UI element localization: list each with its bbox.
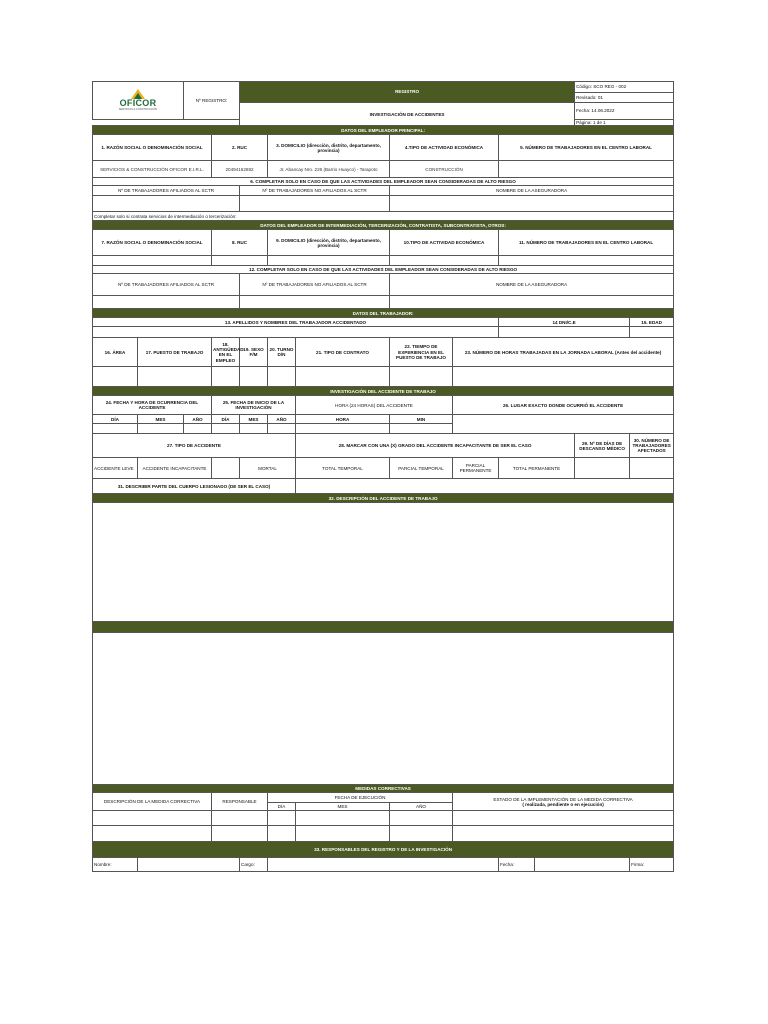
h-estado-sub: ( realizada, pendiente o en ejecución) [522, 801, 604, 807]
v22[interactable] [390, 367, 453, 387]
h10-actividad: 10.TIPO DE ACTIVIDAD ECONÓMICA [390, 230, 499, 256]
v-num-trabajadores[interactable] [499, 161, 674, 178]
h13-nombre-trabajador: 13. APELLIDOS Y NOMBRES DEL TRABAJADOR ACCIDENTADO [93, 318, 499, 327]
v16[interactable] [93, 367, 138, 387]
v-no-afiliados-sctr[interactable] [240, 196, 390, 212]
section-intermediacion: DATOS DEL EMPLEADOR DE INTERMEDIACIÓN, TERCERIZACIÓN, CONTRATISTA, SUBCONTRATISTA, OTROS: [93, 221, 674, 230]
h25-mes: MES [240, 415, 268, 424]
v8[interactable] [212, 256, 268, 266]
v15-edad[interactable] [630, 327, 674, 338]
v20[interactable] [268, 367, 296, 387]
v30[interactable] [630, 458, 674, 479]
doc-date: Fecha: 14.06.2022 [575, 103, 674, 120]
v13-nombre[interactable] [93, 327, 499, 338]
v11[interactable] [499, 256, 674, 266]
h25-dia: DÍA [212, 415, 240, 424]
registro-number-label: Nº REGISTRO: [184, 82, 240, 120]
h14-dni: 14 DNI/C.E [499, 318, 630, 327]
parcial-temporal: PARCIAL TEMPORAL [390, 458, 453, 479]
v-domicilio[interactable]: Jr. Abancay Nro. 226 (Barrio Huayco) - Tarapoto [268, 161, 390, 178]
v24-anio[interactable] [184, 424, 212, 434]
h-fecha-ejecucion: FECHA DE EJECUCIÓN [268, 793, 453, 803]
medida-row-2-estado[interactable] [453, 826, 674, 842]
h31-parte-cuerpo: 31. DESCRIBIR PARTE DEL CUERPO LESIONADO (DE SER EL CASO) [93, 479, 296, 494]
h-hora-accidente: HORA (24 HORAS) DEL ACCIDENTE [296, 396, 453, 415]
v12-aseguradora[interactable] [390, 296, 674, 309]
h28-grado: 28. MARCAR CON UNA (X) GRADO DEL ACCIDENTE INCAPACITANTE DE SER EL CASO [296, 434, 575, 458]
accidente-mortal: MORTAL [240, 458, 296, 479]
medida-row-1-resp[interactable] [212, 811, 268, 826]
field-fecha[interactable] [535, 858, 630, 872]
v14-dni[interactable] [499, 327, 630, 338]
section-principal: DATOS DEL EMPLEADOR PRINCIPAL: [93, 126, 674, 135]
h-razon-social: 1. RAZÓN SOCIAL O DENOMINACIÓN SOCIAL [93, 135, 212, 161]
section-investigacion: INVESTIGACIÓN DEL ACCIDENTE DE TRABAJO [93, 387, 674, 396]
h-actividad: 4.TIPO DE ACTIVIDAD ECONÓMICA [390, 135, 499, 161]
h30-num-afectados: 30. NÚMERO DE TRABAJADORES AFECTADOS [630, 434, 674, 458]
h-estado-implementacion [453, 793, 674, 811]
v-hora[interactable] [296, 424, 390, 434]
h-aseguradora: NOMBRE DE LA ASEGURADORA [390, 186, 674, 196]
doc-page: Página: 1 de 1 [575, 120, 674, 126]
h-num-trabajadores: 5. NÚMERO DE TRABAJADORES EN EL CENTRO LABORAL [499, 135, 674, 161]
logo-subtitle: SERVICIOS & CONSTRUCCIÓN [118, 108, 158, 112]
v31-parte-cuerpo[interactable] [296, 479, 674, 494]
h8-ruc: 8. RUC [212, 230, 268, 256]
company-logo [93, 82, 184, 120]
v12-afiliados[interactable] [93, 296, 240, 309]
h20-turno: 20. TURNO D/N [268, 338, 296, 367]
h12-afiliados-sctr: Nº DE TRABAJADORES AFILIADOS AL SCTR [93, 274, 240, 296]
h-descripcion-medida: DESCRIPCIÓN DE LA MEDIDA CORRECTIVA [93, 793, 212, 811]
h27-tipo-accidente: 27. TIPO DE ACCIDENTE [93, 434, 296, 458]
section-responsables: 33. RESPONSABLES DEL REGISTRO Y DE LA INVESTIGACIÓN [93, 842, 674, 858]
h17-puesto: 17. PUESTO DE TRABAJO [138, 338, 212, 367]
field-cargo[interactable] [268, 858, 499, 872]
h16-area: 16. ÁREA [93, 338, 138, 367]
h-estado-label: ESTADO DE LA IMPLEMENTACIÓN DE LA MEDIDA CORRECTIVA [493, 796, 633, 802]
v18[interactable] [212, 367, 240, 387]
h15-edad: 15. EDAD [630, 318, 674, 327]
h12-no-afiliados-sctr: Nº DE TRABAJADORES NO AFILIADOS AL SCTR [240, 274, 390, 296]
v19[interactable] [240, 367, 268, 387]
h-hora: HORA [296, 415, 390, 424]
label-fecha: Fecha: [499, 858, 535, 872]
medida-row-1-mes[interactable] [296, 811, 390, 826]
separator-band [93, 622, 674, 633]
v24-dia[interactable] [93, 424, 138, 434]
medida-row-1-dia[interactable] [268, 811, 296, 826]
h-ejec-dia: DÍA [268, 803, 296, 811]
doc-revision: Revisado: 01 [575, 93, 674, 103]
registro-title: REGISTRO [240, 82, 575, 103]
h23-horas: 23. NÚMERO DE HORAS TRABAJADAS EN LA JORNADA LABORAL (Antes del accidente) [453, 338, 674, 367]
v12-no-afiliados[interactable] [240, 296, 390, 309]
h-no-afiliados-sctr: Nº DE TRABAJADORES NO AFILIADOS AL SCTR [240, 186, 390, 196]
h25-anio: AÑO [268, 415, 296, 424]
total-permanente: TOTAL PERMANENTE [499, 458, 575, 479]
section-6-alto-riesgo: 6. COMPLETAR SOLO EN CASO DE QUE LAS ACTIVIDADES DEL EMPLEADOR SEAN CONSIDERADAS DE ALTO RIESGO [93, 178, 674, 186]
medida-row-1-desc[interactable] [93, 811, 212, 826]
section-12-alto-riesgo: 12. COMPLETAR SOLO EN CASO DE QUE LAS ACTIVIDADES DEL EMPLEADOR SEAN CONSIDERADAS DE ALTO RIESGO [93, 266, 674, 274]
v26-lugar[interactable] [453, 415, 674, 434]
h-ruc: 2. RUC [212, 135, 268, 161]
medida-row-2-dia[interactable] [268, 826, 296, 842]
v-actividad[interactable]: CONSTRUCCIÓN [390, 161, 499, 178]
v32-descripcion-area-2[interactable] [93, 633, 674, 785]
h11-num-trabajadores: 11. NÚMERO DE TRABAJADORES EN EL CENTRO LABORAL [499, 230, 674, 256]
v-min[interactable] [390, 424, 453, 434]
v17[interactable] [138, 367, 212, 387]
h-domicilio: 3. DOMICILIO (dirección, distrito, departamento, provincia) [268, 135, 390, 161]
medida-row-2-mes[interactable] [296, 826, 390, 842]
v23[interactable] [453, 367, 674, 387]
h25-fecha-investigacion: 25. FECHA DE INICIO DE LA INVESTIGACIÓN [212, 396, 296, 415]
h-afiliados-sctr: Nº DE TRABAJADORES AFILIADOS AL SCTR [93, 186, 240, 196]
check-incap[interactable] [212, 458, 240, 479]
field-nombre[interactable] [138, 858, 240, 872]
v-aseguradora[interactable] [390, 196, 674, 212]
label-firma: Firma: [630, 858, 674, 872]
h-ejec-anio: AÑO [390, 803, 453, 811]
section-trabajador: DATOS DEL TRABAJADOR: [93, 309, 674, 318]
h24-anio: AÑO [184, 415, 212, 424]
v21[interactable] [296, 367, 390, 387]
h22-experiencia: 22. TIEMPO DE EXPERIENCIA EN EL PUESTO DE TRABAJO [390, 338, 453, 367]
v29[interactable] [575, 458, 630, 479]
medida-row-1-estado[interactable] [453, 811, 674, 826]
accidente-incapacitante: ACCIDENTE INCAPACITANTE [138, 458, 212, 479]
h-ejec-mes: MES [296, 803, 390, 811]
total-temporal: TOTAL TEMPORAL [296, 458, 390, 479]
h12-aseguradora: NOMBRE DE LA ASEGURADORA [390, 274, 674, 296]
accident-investigation-form [92, 81, 673, 872]
h9-domicilio: 9. DOMICILIO (dirección, distrito, departamento, provincia) [268, 230, 390, 256]
section-32-descripcion: 32. DESCRIPCIÓN DEL ACCIDENTE DE TRABAJO [93, 494, 674, 503]
h-responsable: RESPONSABLE [212, 793, 268, 811]
v-ruc[interactable]: 20494162882 [212, 161, 268, 178]
h19-sexo: 19. SEXO F/M [240, 338, 268, 367]
v9[interactable] [268, 256, 390, 266]
v25-anio[interactable] [268, 424, 296, 434]
form-table [92, 81, 674, 872]
h-min: MIN [390, 415, 453, 424]
medida-row-2-resp[interactable] [212, 826, 268, 842]
label-cargo: Cargo: [240, 858, 268, 872]
h29-dias-descanso: 29. Nº DE DÍAS DE DESCANSO MÉDICO [575, 434, 630, 458]
v7[interactable] [93, 256, 212, 266]
v24-mes[interactable] [138, 424, 184, 434]
medida-row-2-desc[interactable] [93, 826, 212, 842]
v-razon-social[interactable]: SERVICIOS & CONSTRUCCIÓN OFICOR E.I.R.L. [93, 161, 212, 178]
intermediacion-note: Completar solo si contrata servicios de intermediación o tercerización: [93, 212, 674, 221]
logo-name: OFICOR [119, 98, 157, 109]
h24-dia: DÍA [93, 415, 138, 424]
h7-razon-social: 7. RAZÓN SOCIAL O DENOMINACIÓN SOCIAL [93, 230, 212, 256]
v25-mes[interactable] [240, 424, 268, 434]
parcial-permanente: PARCIAL PERMANENTE [453, 458, 499, 479]
h24-mes: MES [138, 415, 184, 424]
medida-row-2-anio[interactable] [390, 826, 453, 842]
v10[interactable] [390, 256, 499, 266]
h21-contrato: 21. TIPO DE CONTRATO [296, 338, 390, 367]
section-medidas: MEDIDAS CORRECTIVAS [93, 785, 674, 793]
h18-antiguedad: 18. ANTIGÜEDAD EN EL EMPLEO [212, 338, 240, 367]
form-subtitle: INVESTIGACIÓN DE ACCIDENTES [240, 103, 575, 126]
v-afiliados-sctr[interactable] [93, 196, 240, 212]
label-nombre: Nombre: [93, 858, 138, 872]
h26-lugar: 26. LUGAR EXACTO DONDE OCURRIÓ EL ACCIDENTE [453, 396, 674, 415]
medida-row-1-anio[interactable] [390, 811, 453, 826]
h24-fecha-ocurrencia: 24. FECHA Y HORA DE OCURRENCIA DEL ACCIDENTE [93, 396, 212, 415]
doc-code: Código: SCO REG - 002 [575, 82, 674, 93]
v32-descripcion-area-1[interactable] [93, 503, 674, 622]
accidente-leve: ACCIDENTE LEVE [93, 458, 138, 479]
v25-dia[interactable] [212, 424, 240, 434]
